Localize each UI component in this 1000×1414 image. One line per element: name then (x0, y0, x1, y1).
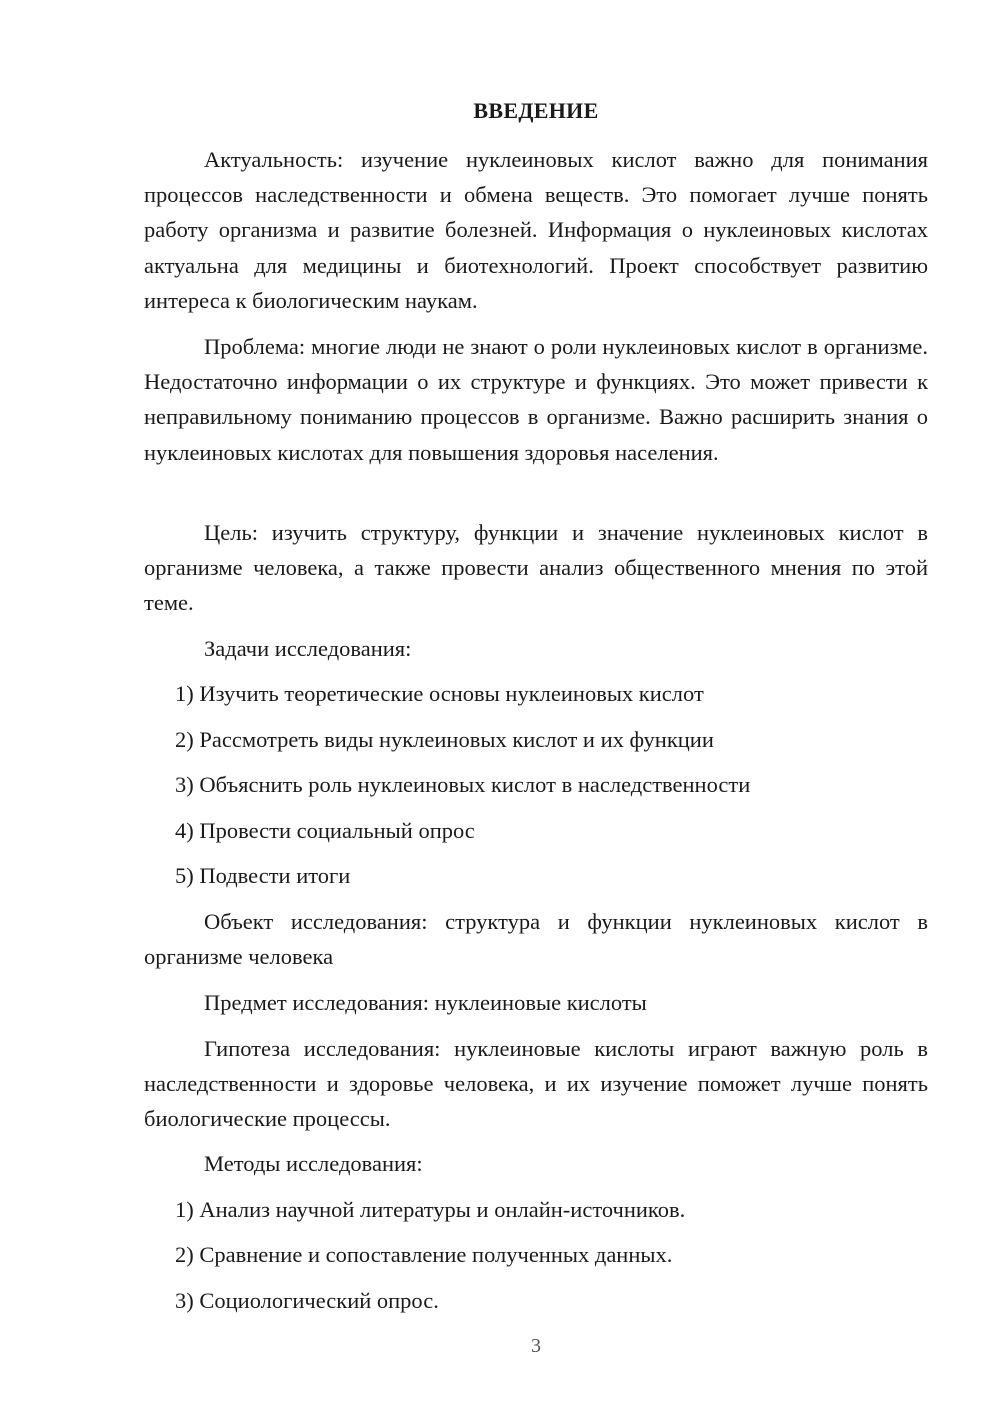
method-item: 2) Сравнение и сопоставление полученных данных. (175, 1242, 673, 1267)
task-item: 3) Объяснить роль нуклеиновых кислот в наследственности (175, 772, 751, 797)
page-number: 3 (531, 1335, 541, 1357)
methods-heading: Методы исследования: (204, 1151, 423, 1176)
method-item: 1) Анализ научной литературы и онлайн-источников. (175, 1197, 686, 1222)
task-item: 1) Изучить теоретические основы нуклеиновых кислот (175, 681, 704, 706)
relevance-paragraph: Актуальность: изучение нуклеиновых кислот важно для понимания процессов наследственности и обмена веществ. Это помогает лучше понять работу организма и развитие болезней. Информация о нуклеиновых кислотах актуальна для медицины и биотехнологий. Проект способствует развитию интереса к биологическим наукам. (144, 147, 928, 313)
goal-paragraph: Цель: изучить структуру, функции и значение нуклеиновых кислот в организме человека, а также провести анализ общественного мнения по этой теме. (144, 520, 928, 616)
object-paragraph: Объект исследования: структура и функции нуклеиновых кислот в организме человека (144, 909, 928, 970)
task-item: 2) Рассмотреть виды нуклеиновых кислот и их функции (175, 727, 714, 752)
problem-paragraph: Проблема: многие люди не знают о роли нуклеиновых кислот в организме. Недостаточно информации о их структуре и функциях. Это может привести к неправильному пониманию процессов в организме. Важно расширить знания о нуклеиновых кислотах для повышения здоровья населения. (144, 334, 928, 465)
tasks-heading: Задачи исследования: (204, 636, 412, 661)
hypothesis-paragraph: Гипотеза исследования: нуклеиновые кислоты играют важную роль в наследственности и здоровье человека, и их изучение поможет лучше понять биологические процессы. (144, 1036, 928, 1132)
method-item: 3) Социологический опрос. (175, 1288, 439, 1313)
page-title: ВВЕДЕНИЕ (473, 98, 599, 123)
task-item: 5) Подвести итоги (175, 863, 351, 888)
task-item: 4) Провести социальный опрос (175, 818, 475, 843)
subject-paragraph: Предмет исследования: нуклеиновые кислоты (204, 990, 647, 1015)
